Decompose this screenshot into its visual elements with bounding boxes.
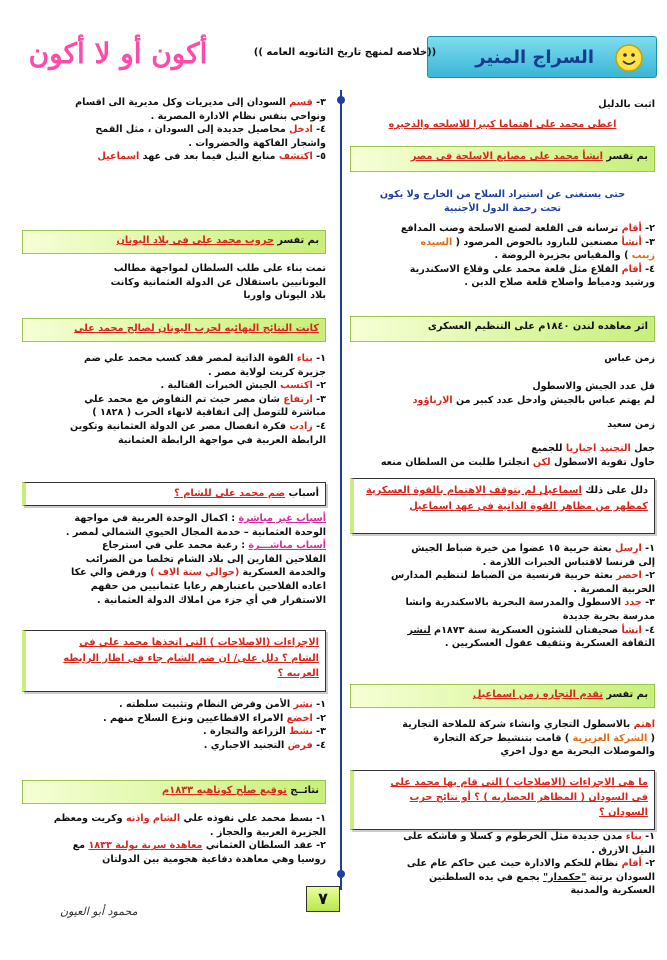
text: شان مصر حيث تم التفاوض مع محمد علي (84, 393, 284, 405)
section-title: زمن سعيد (607, 419, 655, 430)
text: القلاع مثل قلعة محمد علي وقلاع الاسكندرية (409, 263, 622, 275)
text: القوة الذاتية لمصر فقد كسب محمد علي ضم (84, 353, 297, 364)
num: ٣- (312, 97, 326, 108)
label: بم تفسر (274, 235, 319, 246)
text: التجنيد الاجباري . (203, 739, 288, 751)
answer-line: تحت رحمة الدول الأجنبية (443, 202, 561, 214)
point-list (350, 718, 655, 759)
question-box (350, 146, 655, 172)
num: ٣- (641, 236, 655, 248)
keyword: اكتسب (280, 380, 313, 392)
question-text: اعطى محمد على اهتماما كبيرا للاسلحه والذخيره (388, 119, 617, 130)
divider-dot (337, 96, 345, 104)
label: دلل على ذلك (581, 485, 648, 496)
keyword: اسماعيل (97, 151, 140, 163)
divider-dot (337, 870, 345, 878)
point-list (22, 352, 326, 447)
text: اعاده الفلاحين باعتبارهم رعايا عثمانيين من حقهم (90, 581, 326, 593)
text: النيل الازرق . (591, 844, 655, 856)
text: قل عدد الجيش والاسطول (532, 381, 655, 392)
keyword: التجنيد اجباريا (565, 443, 631, 454)
num: ٢- (641, 858, 655, 870)
signature: محمود أبو العيون (60, 905, 138, 918)
question-box (350, 770, 655, 830)
keyword: قسم (289, 97, 313, 108)
question-text: ما هى الاجراءات (الاصلاحات ) التى قام بها محمد على (390, 777, 648, 788)
keyword: نشط (289, 726, 313, 738)
header-subtitle: ((خلاصه لمنهج تاريخ الثانويه العامه )) (253, 47, 437, 58)
keyword: الشركة العزيزية (572, 732, 648, 744)
num: ٣- (641, 597, 655, 609)
text: مدن جديدة مثل الخرطوم و كسلا و فاشكه على (403, 831, 626, 842)
slogan-logo: أكون أو لا أكون (28, 37, 208, 70)
keyword: أقام (621, 223, 642, 234)
question-text: الشام ؟ دلل على/ ان ضم الشام جاء في اطار الرابطه (63, 652, 319, 664)
keyword: زادت (289, 421, 313, 433)
column-divider (340, 90, 342, 890)
question-text: السودان ؟ (599, 807, 648, 819)
keyword: الارناؤود (412, 394, 453, 406)
text: روسيا وهي معاهدة دفاعية هجومية بين الدولتان (102, 853, 326, 865)
text: محاصيل جديدة إلى السودان ، مثل القمح (95, 124, 290, 136)
text: بعثة حربية فرنسية من الضباط لتنظيم المدارس (390, 570, 617, 582)
num: ١- (312, 353, 326, 364)
keyword: السيده (420, 236, 453, 248)
num: ١- (312, 699, 326, 710)
question-box (22, 230, 326, 254)
text: إلى فرنسا لاقتباس الخبرات اللازمة . (482, 556, 655, 568)
point-list (22, 812, 326, 866)
text: جعل (630, 443, 655, 454)
text: انجلترا طلبت من السلطان منعه (380, 456, 533, 468)
answer (350, 188, 655, 215)
text: العسكرية والمدنية (570, 885, 655, 897)
keyword: اهتم (633, 719, 655, 730)
point-list (350, 380, 655, 407)
num: ٤- (312, 739, 326, 751)
keyword: فرض (287, 739, 313, 751)
text: ) قامت بتنشيط حركة التجارة (433, 732, 573, 744)
text: الجيش الخبرات القتالية . (160, 380, 281, 392)
question-text: تقدم التجاره زمن اسماعيل (472, 689, 604, 700)
text: ترسانه فى القلعة لصنع الاسلحة وصب المدافع (400, 223, 622, 234)
keyword: بناء (296, 353, 313, 364)
text: : رغبة محمد علي في استرجاع (102, 540, 249, 552)
keyword: الشام واذنه (125, 813, 181, 824)
keyword: ارسل (615, 543, 642, 554)
text: السودان برتبة (586, 871, 655, 883)
text: ورفض والي عكا (70, 567, 151, 579)
point-list (22, 96, 326, 164)
text: نظام للحكم والادارة حيث عين حاكم عام على (406, 858, 622, 870)
keyword: أقام (621, 858, 642, 870)
keyword: احضر (616, 570, 642, 582)
text: فكرة انفصال مصر عن الدولة العثمانية وتكوين (70, 421, 290, 433)
text: وكريت ومعظم (53, 813, 126, 824)
keyword: انشأ (621, 624, 642, 636)
text: واشجار الفاكهة والخضروات . (188, 137, 326, 149)
keyword: زينب (631, 250, 655, 262)
num: ٢- (641, 223, 655, 234)
section-title: اثبت بالدليل (598, 99, 655, 110)
question-text: توقيع صلح كوتاهيه ١٨٣٣م (162, 785, 287, 796)
keyword: اخضع (286, 712, 313, 724)
keyword: اكتشف (278, 151, 313, 163)
num: ٤- (641, 263, 655, 275)
text: جزيرة كريت لولاية مصر . (208, 366, 326, 378)
answer-line: حتى يستغنى عن استيراد السلاح من الخارج ولا يكون (379, 189, 626, 200)
keyword: معاهدة سرية يولية ١٨٣٣ (88, 840, 203, 852)
text: الرابطة العربية في مواجهة الرابطة العثمانية (117, 434, 326, 446)
text: صحيفتان للشئون العسكرية سنة ١٨٧٣م (430, 624, 622, 636)
text: مع (72, 840, 89, 852)
keyword: أنشأ (621, 236, 642, 248)
text: لم يهتم عباس بالجيش وادخل عدد كبير من (452, 394, 655, 406)
text: اليونانيين باستقلال عن الدولة العثمانية وكانت (110, 276, 326, 288)
text: مصنعين للبارود بالحوض المرصود ( (452, 236, 622, 248)
text: الحربية المصرية . (573, 583, 655, 595)
text: بلاد اليونان واوربا (243, 290, 326, 302)
text: الزراعة والتجارة . (202, 726, 290, 738)
page-number: ٧ (306, 886, 340, 912)
text: للجميع (531, 443, 566, 454)
text: السودان إلى مديريات وكل مديرية الى اقسام (75, 97, 290, 108)
point-list (22, 698, 326, 752)
question-text: اسماعيل لم يتوقف الاهتمام بالقوة العسكرية كمظهر من مظاهر القوة الذاتية في عهد اسماعيل (366, 485, 648, 512)
num: ٤- (641, 624, 655, 636)
question-text: الاجراءات (الاصلاحات ) التى اتخذها محمد علي في (79, 637, 319, 648)
label: أسباب (285, 488, 319, 499)
question-text: حروب محمد على فى بلاد اليونان (116, 235, 275, 246)
num: ١- (641, 543, 655, 554)
label: بم تفسر (606, 151, 648, 162)
keyword: أسباب مباشـــرة (248, 540, 326, 552)
num: ٤- (312, 421, 326, 433)
question-text: انشأ محمد على مصانع الاسلحة فى مصر (410, 151, 603, 162)
text: ونواحي بنفس نظام الادارة المصرية . (150, 110, 326, 122)
text: : اكمال الوحدة العربية في مواجهة (74, 513, 239, 524)
text: منابع النيل فيما بعد فى عهد (139, 151, 279, 163)
question-box (22, 780, 326, 804)
text: حاول تقوية الاسطول (550, 456, 655, 468)
keyword: ادخل (289, 124, 313, 136)
keyword: ارتفاع (283, 393, 313, 405)
question-text: العربيه ؟ (277, 668, 319, 680)
point-list (22, 512, 326, 607)
num: ٢- (312, 380, 326, 392)
num: ٢- (641, 570, 655, 582)
text: ١- بسط محمد علي نفوذه علي (180, 813, 326, 824)
keyword: بناء (625, 831, 642, 842)
text: ) والمقياس بجزيرة الروضة . (494, 250, 632, 262)
question-text: اثر معاهده لندن ١٨٤٠م على التنظيم العسكرى (427, 321, 648, 332)
text: بعثة حربية ١٥ عضوا من خيرة ضباط الجيش (411, 543, 615, 554)
num: ٣- (312, 393, 326, 405)
keyword: لنشر (407, 624, 431, 636)
text: الاسطول والمدرسة البحرية بالاسكندرية وانشا (405, 597, 625, 609)
text: الامراء الاقطاعيين ونزع السلاح منهم . (103, 712, 287, 724)
text: ورشيد ودمياط واصلاح قلعة صلاح الدين . (464, 277, 655, 289)
keyword: (حوالي ستة الاف ) (150, 567, 240, 579)
label: بم تفسر (603, 689, 648, 700)
point-list (350, 542, 655, 651)
question (350, 118, 655, 132)
question-text: كانت النتائج النهائيه لحرب اليونان لصالح محمد على (74, 323, 319, 334)
answer (22, 262, 326, 303)
question-box (22, 630, 326, 692)
num: ٢- (312, 712, 326, 724)
text: تمت بناء على طلب السلطان لمواجهة مطالب (113, 263, 326, 274)
question-text: فى السودان ( المظاهر الحضاريه ) ؟ أو نتائج حرب (409, 792, 648, 804)
keyword: لكن (532, 456, 551, 468)
num: ٣- (312, 726, 326, 738)
num: ١- (641, 831, 655, 842)
question-box (22, 318, 326, 342)
question-text: ضم محمد علي للشام ؟ (174, 488, 286, 499)
question-box (350, 684, 655, 708)
point-list (350, 222, 655, 290)
question-box (350, 478, 655, 534)
point-list (350, 830, 655, 898)
text: الأمن وفرض النظام وتثبيت سلطته . (118, 699, 294, 710)
text: مباشرة للتوصل إلى اتفاقية لانهاء الحرب ( ١٨٢٨ ) (92, 407, 326, 419)
text: مدرسة بحرية جديدة (562, 611, 655, 623)
text: والموصلات البحرية مع دول اخري (500, 746, 655, 758)
text: الفلاحين الفارين إلى بلاد الشام تخلصا من الضرائب (85, 553, 326, 565)
text: الاستقرار في أي جزء من املاك الدولة العثمانية . (97, 594, 326, 606)
label: نتائــج (286, 785, 319, 796)
text: ( (647, 732, 655, 744)
question-box (22, 482, 326, 506)
question-box (350, 316, 655, 342)
text: بالاسطول التجاري وانشاء شركة للملاحة التجارية (402, 719, 634, 730)
brand-title: السراج المنير (475, 47, 594, 68)
num: ٥- (312, 151, 326, 163)
keyword: أقام (621, 263, 642, 275)
text: الجزيرة العربية والحجاز . (209, 826, 326, 838)
text: الثقافة العسكرية وتثقيف عقول العسكريين . (444, 638, 655, 650)
brand-banner (427, 36, 657, 78)
text: يجمع في يده السلطتين (429, 871, 544, 883)
text: والخدمة العسكرية (239, 567, 326, 579)
section-title: زمن عباس (604, 353, 655, 364)
keyword: أسباب غير مباشرة (238, 513, 326, 524)
num: ٤- (312, 124, 326, 136)
text: الوحدة العثمانية – خدمة المجال الحيوي الشمالي لمصر . (65, 526, 326, 538)
smiley-icon (614, 43, 644, 73)
keyword: "حكمدار" (543, 871, 587, 883)
point-list (350, 442, 655, 469)
text: ٢- عقد السلطان العثماني (202, 840, 326, 852)
keyword: نشر (293, 699, 313, 710)
keyword: جدد (624, 597, 642, 609)
